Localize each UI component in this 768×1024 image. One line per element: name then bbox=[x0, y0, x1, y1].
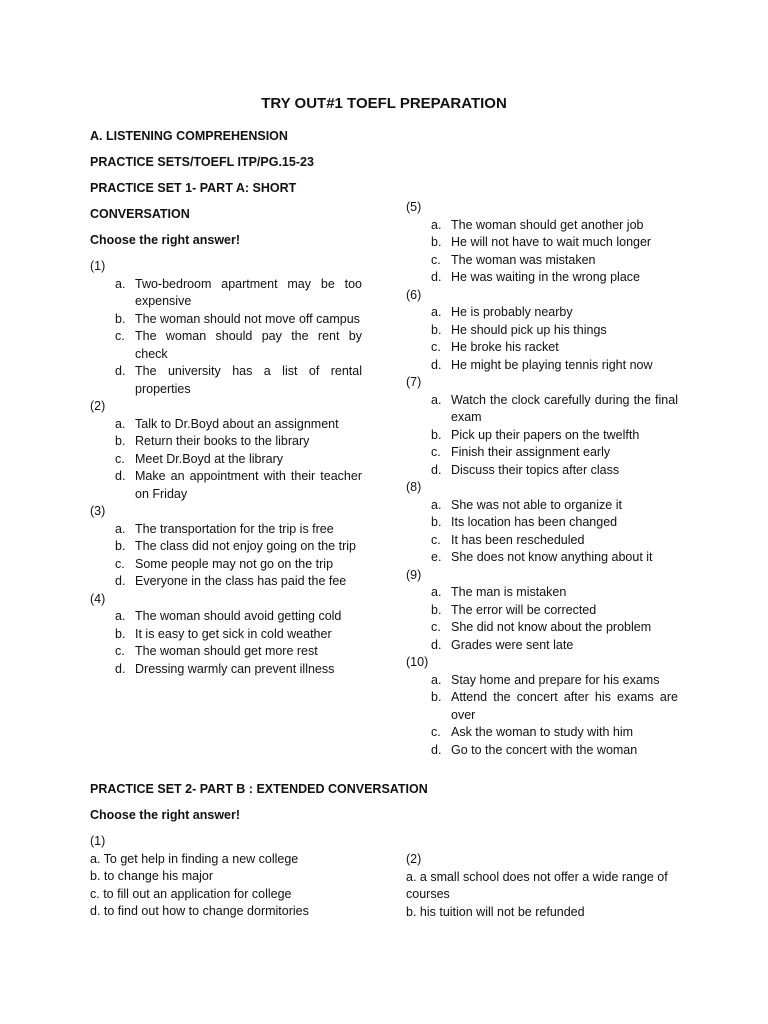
answer-option bbox=[406, 444, 678, 462]
question-number: (5) bbox=[406, 200, 422, 214]
option-text: He might be playing tennis right now bbox=[451, 357, 653, 372]
option-text: Dressing warmly can prevent illness bbox=[135, 661, 335, 676]
option-letter: b. bbox=[431, 427, 442, 442]
option-text: Make an appointment with their teacher on Friday bbox=[135, 469, 362, 501]
practice-set-2-heading: PRACTICE SET 2- PART B : EXTENDED CONVERSATION bbox=[90, 782, 428, 796]
answer-option bbox=[406, 672, 678, 690]
option-letter: b. bbox=[115, 434, 126, 448]
option-text: He will not have to wait much longer bbox=[451, 235, 652, 249]
option-text: Pick up their papers on the twelfth bbox=[451, 427, 640, 442]
option-letter: a. bbox=[431, 585, 442, 599]
answer-option bbox=[90, 556, 362, 574]
question-number: (1) bbox=[90, 834, 106, 848]
option-list bbox=[90, 276, 362, 399]
option-text: The woman should get more rest bbox=[135, 644, 318, 658]
answer-option bbox=[406, 742, 678, 760]
option-text: The woman should pay the rent by check bbox=[135, 329, 362, 361]
option-letter: a. bbox=[115, 521, 126, 536]
option-line: a. To get help in finding a new college bbox=[90, 851, 299, 866]
question-number: (10) bbox=[406, 655, 429, 669]
option-text: Everyone in the class has paid the fee bbox=[135, 574, 347, 588]
option-text: Stay home and prepare for his exams bbox=[451, 672, 660, 687]
option-letter: b. bbox=[431, 602, 442, 617]
right-column bbox=[406, 199, 678, 759]
option-text: Attend the concert after his exams are over bbox=[451, 690, 678, 722]
option-letter: b. bbox=[115, 626, 126, 641]
option-letter: d. bbox=[431, 637, 442, 652]
question-number: (1) bbox=[90, 259, 106, 273]
answer-option bbox=[406, 549, 678, 567]
question-number: (6) bbox=[406, 287, 422, 302]
answer-option bbox=[90, 468, 362, 503]
option-letter: d. bbox=[431, 270, 442, 284]
answer-option bbox=[90, 521, 362, 539]
option-letter: b. bbox=[115, 311, 126, 326]
answer-option bbox=[90, 276, 362, 311]
option-letter: d. bbox=[115, 469, 126, 483]
option-letter: d. bbox=[431, 357, 442, 372]
option-letter: d. bbox=[115, 574, 126, 588]
option-text: The man is mistaken bbox=[451, 585, 567, 599]
option-letter: a. bbox=[431, 217, 442, 232]
option-text: The transportation for the trip is free bbox=[135, 521, 334, 536]
practice-set-2-instruction: Choose the right answer! bbox=[90, 808, 241, 822]
answer-option bbox=[90, 626, 362, 644]
answer-option bbox=[406, 339, 678, 357]
answer-option bbox=[90, 328, 362, 363]
option-text: Grades were sent late bbox=[451, 637, 574, 652]
answer-option bbox=[406, 514, 678, 532]
option-line: a. a small school does not offer a wide range of courses bbox=[406, 869, 668, 901]
option-text: It has been rescheduled bbox=[451, 532, 585, 547]
option-letter: c. bbox=[431, 340, 441, 354]
option-letter: b. bbox=[431, 515, 442, 529]
answer-option bbox=[406, 584, 678, 602]
question-list-right bbox=[406, 199, 678, 759]
section-heading: A. LISTENING COMPREHENSION bbox=[90, 129, 288, 143]
option-text: Two-bedroom apartment may be too expensive bbox=[135, 276, 362, 308]
instruction: Choose the right answer! bbox=[90, 233, 241, 247]
option-letter: c. bbox=[431, 445, 441, 459]
answer-option bbox=[90, 363, 362, 398]
option-text: Return their books to the library bbox=[135, 434, 310, 448]
option-text: The university has a list of rental properties bbox=[135, 364, 362, 396]
option-letter: d. bbox=[115, 364, 126, 378]
option-text: Watch the clock carefully during the final exam bbox=[451, 392, 678, 424]
answer-option bbox=[406, 637, 678, 655]
answer-option bbox=[406, 392, 678, 427]
option-text: Talk to Dr.Boyd about an assignment bbox=[135, 416, 339, 431]
option-letter: c. bbox=[431, 725, 441, 739]
option-letter: a. bbox=[431, 392, 442, 407]
option-letter: c. bbox=[115, 556, 125, 571]
answer-option bbox=[90, 416, 362, 434]
option-list bbox=[90, 521, 362, 591]
option-line: d. to find out how to change dormitories bbox=[90, 904, 309, 918]
question-number: (2) bbox=[90, 399, 106, 413]
left-column bbox=[90, 128, 362, 678]
option-letter: d. bbox=[115, 661, 126, 676]
answer-option bbox=[406, 252, 678, 270]
option-list bbox=[406, 584, 678, 654]
option-text: The class did not enjoy going on the trip bbox=[135, 539, 356, 553]
practice-sets-heading: PRACTICE SETS/TOEFL ITP/PG.15-23 bbox=[90, 155, 314, 169]
option-text: The woman should not move off campus bbox=[135, 311, 360, 326]
option-text: Meet Dr.Boyd at the library bbox=[135, 451, 283, 466]
option-letter: a. bbox=[431, 672, 442, 687]
option-text: Ask the woman to study with him bbox=[451, 725, 634, 739]
answer-option bbox=[406, 602, 678, 620]
option-text: The woman should avoid getting cold bbox=[135, 609, 342, 623]
option-letter: c. bbox=[115, 644, 125, 658]
option-list bbox=[406, 497, 678, 567]
option-letter: d. bbox=[431, 742, 442, 757]
option-letter: e. bbox=[431, 550, 442, 564]
option-list bbox=[406, 392, 678, 480]
question-number: (3) bbox=[90, 504, 106, 518]
answer-option bbox=[90, 573, 362, 591]
question-number: (8) bbox=[406, 480, 422, 494]
answer-option bbox=[406, 724, 678, 742]
option-list bbox=[90, 416, 362, 504]
question-number: (2) bbox=[406, 852, 422, 866]
answer-option bbox=[90, 608, 362, 626]
option-line: b. his tuition will not be refunded bbox=[406, 904, 585, 919]
answer-option bbox=[406, 427, 678, 445]
option-letter: a. bbox=[115, 609, 126, 623]
practice-set-1-heading: PRACTICE SET 1- PART A: SHORT bbox=[90, 181, 297, 195]
answer-option bbox=[406, 497, 678, 515]
option-text: Discuss their topics after class bbox=[451, 462, 620, 477]
option-text: It is easy to get sick in cold weather bbox=[135, 626, 332, 641]
option-line: c. to fill out an application for college bbox=[90, 886, 292, 901]
option-text: The error will be corrected bbox=[451, 602, 597, 617]
question-list-left bbox=[90, 258, 362, 678]
answer-option bbox=[406, 619, 678, 637]
option-text: He broke his racket bbox=[451, 340, 559, 354]
answer-option bbox=[406, 304, 678, 322]
option-list bbox=[406, 304, 678, 374]
option-letter: d. bbox=[431, 462, 442, 477]
option-text: She does not know anything about it bbox=[451, 550, 653, 564]
option-text: He should pick up his things bbox=[451, 322, 607, 337]
set2-question-2 bbox=[406, 851, 678, 921]
option-letter: c. bbox=[431, 252, 441, 267]
practice-set-1-heading-cont: CONVERSATION bbox=[90, 207, 190, 221]
answer-option bbox=[90, 433, 362, 451]
option-letter: b. bbox=[431, 235, 442, 249]
option-letter: c. bbox=[115, 451, 125, 466]
option-text: He is probably nearby bbox=[451, 305, 573, 319]
option-text: Some people may not go on the trip bbox=[135, 556, 334, 571]
option-letter: b. bbox=[431, 322, 442, 337]
option-letter: a. bbox=[431, 305, 442, 319]
answer-option bbox=[90, 538, 362, 556]
answer-option bbox=[406, 322, 678, 340]
option-text: The woman should get another job bbox=[451, 217, 644, 232]
answer-option bbox=[406, 269, 678, 287]
document-title: TRY OUT#1 TOEFL PREPARATION bbox=[261, 95, 507, 112]
option-letter: b. bbox=[115, 539, 126, 553]
answer-option bbox=[406, 217, 678, 235]
answer-option bbox=[406, 357, 678, 375]
question-number: (4) bbox=[90, 591, 106, 606]
option-text: Go to the concert with the woman bbox=[451, 742, 638, 757]
option-letter: b. bbox=[431, 690, 442, 704]
set2-question-1 bbox=[90, 833, 390, 921]
answer-option bbox=[406, 532, 678, 550]
question-number: (9) bbox=[406, 567, 422, 582]
option-letter: c. bbox=[431, 620, 441, 634]
option-letter: c. bbox=[115, 329, 125, 343]
option-letter: c. bbox=[431, 532, 441, 547]
answer-option bbox=[406, 462, 678, 480]
option-text: The woman was mistaken bbox=[451, 252, 596, 267]
practice-set-2 bbox=[90, 781, 690, 833]
question-number: (7) bbox=[406, 375, 422, 389]
answer-option bbox=[406, 689, 678, 724]
option-text: He was waiting in the wrong place bbox=[451, 270, 640, 284]
option-list bbox=[406, 217, 678, 287]
option-text: Its location has been changed bbox=[451, 515, 618, 529]
option-text: She was not able to organize it bbox=[451, 497, 622, 512]
option-list bbox=[406, 672, 678, 760]
answer-option bbox=[90, 643, 362, 661]
answer-option bbox=[90, 661, 362, 679]
answer-option bbox=[90, 311, 362, 329]
option-letter: a. bbox=[431, 497, 442, 512]
option-letter: a. bbox=[115, 416, 126, 431]
answer-option bbox=[90, 451, 362, 469]
option-text: Finish their assignment early bbox=[451, 445, 611, 459]
option-line: b. to change his major bbox=[90, 869, 213, 883]
option-list bbox=[90, 608, 362, 678]
answer-option bbox=[406, 234, 678, 252]
option-text: She did not know about the problem bbox=[451, 620, 652, 634]
option-letter: a. bbox=[115, 276, 126, 291]
